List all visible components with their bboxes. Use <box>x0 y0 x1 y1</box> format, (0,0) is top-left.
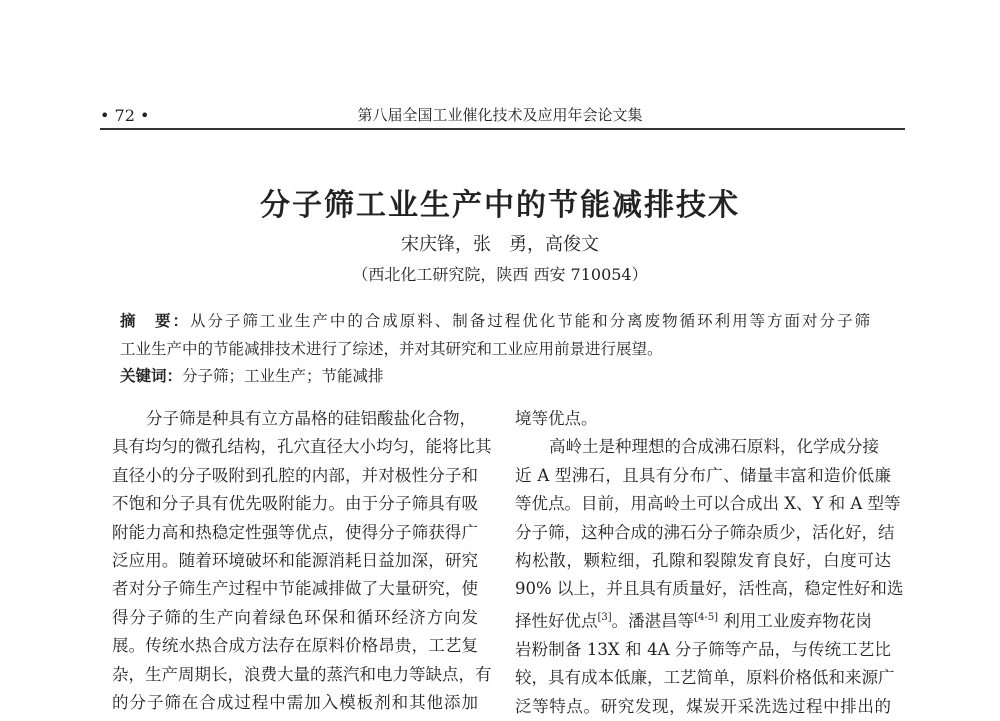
running-header: 第八届全国工业催化技术及应用年会论文集 <box>357 106 643 124</box>
text-line: 构松散，颗粒细，孔隙和裂隙发育良好，白度可达 <box>515 551 891 571</box>
abstract-line-2: 工业生产中的节能减排技术进行了综述，并对其研究和工业应用前景进行展望。 <box>120 340 663 358</box>
page-number: • 72 • <box>100 106 150 125</box>
text-line: 高岭土是种理想的合成沸石原料，化学成分接 <box>549 437 879 457</box>
text: 择性好优点 <box>515 611 598 631</box>
text-line: 杂，生产周期长，浪费大量的蒸汽和电力等缺点，有 <box>112 664 492 684</box>
abstract-label: 摘 要： <box>120 311 190 330</box>
text-line: 的分子筛在合成过程中需加入模板剂和其他添加 <box>112 693 478 713</box>
text-line: 岩粉制备 13X 和 4A 分子筛等产品，与传统工艺比 <box>515 639 891 659</box>
text-line: 境等优点。 <box>515 409 598 428</box>
header-rule <box>100 128 905 130</box>
text: 。潘湛昌等 <box>611 611 695 631</box>
text: 利用工业废弃物花岗 <box>723 611 872 631</box>
citation: [4-5] <box>694 611 719 623</box>
authors: 宋庆锋，张 勇，高俊文 <box>401 234 599 255</box>
text-line: 90% 以上，并且具有质量好，活性高，稳定性好和选 <box>515 579 904 599</box>
text-line: 泛应用。随着环境破坏和能源消耗日益加深，研究 <box>112 551 478 571</box>
keywords <box>120 364 870 386</box>
abstract-text: 从分子筛工业生产中的合成原料、制备过程优化节能和分离废物循环利用等方面对分子筛 <box>189 312 870 330</box>
text-line: 分子筛是种具有立方晶格的硅铝酸盐化合物， <box>146 409 476 428</box>
text-line: 不饱和分子具有优先吸附能力。由于分子筛具有吸 <box>112 494 478 514</box>
left-column <box>112 405 492 717</box>
text-line: 具有均匀的微孔结构，孔穴直径大小均匀，能将比其 <box>112 437 492 457</box>
text-line: 近 A 型沸石，且具有分布广、储量丰富和造价低廉 <box>515 465 891 485</box>
keywords-label: 关键词： <box>120 366 183 385</box>
text-line: 较，具有成本低廉，工艺简单，原料价格低和来源广 <box>515 668 895 688</box>
paper-title: 分子筛工业生产中的节能减排技术 <box>260 188 740 223</box>
right-column <box>515 405 904 721</box>
text-line: 泛等特点。研究发现，煤炭开采洗选过程中排出的 <box>515 696 891 716</box>
abstract-line-1 <box>120 309 870 331</box>
text-line: 等优点。目前，用高岭土可以合成出 X、Y 和 A 型等 <box>515 494 901 514</box>
text-line: 展。传统水热合成方法存在原料价格昂贵，工艺复 <box>112 636 478 656</box>
text-line: 分子筛，这种合成的沸石分子筛杂质少，活化好，结 <box>515 522 895 542</box>
text-line <box>515 604 891 636</box>
text-line: 附能力高和热稳定性强等优点，使得分子筛获得广 <box>112 522 478 542</box>
keywords-text: 分子筛；工业生产；节能减排 <box>182 367 384 385</box>
citation: [3] <box>597 611 612 623</box>
text-line: 者对分子筛生产过程中节能减排做了大量研究，使 <box>112 579 478 599</box>
text-line: 直径小的分子吸附到孔腔的内部，并对极性分子和 <box>112 465 478 485</box>
affiliation: （西北化工研究院，陕西 西安 710054） <box>352 265 648 284</box>
text-line: 得分子筛的生产向着绿色环保和循环经济方向发 <box>112 607 478 627</box>
